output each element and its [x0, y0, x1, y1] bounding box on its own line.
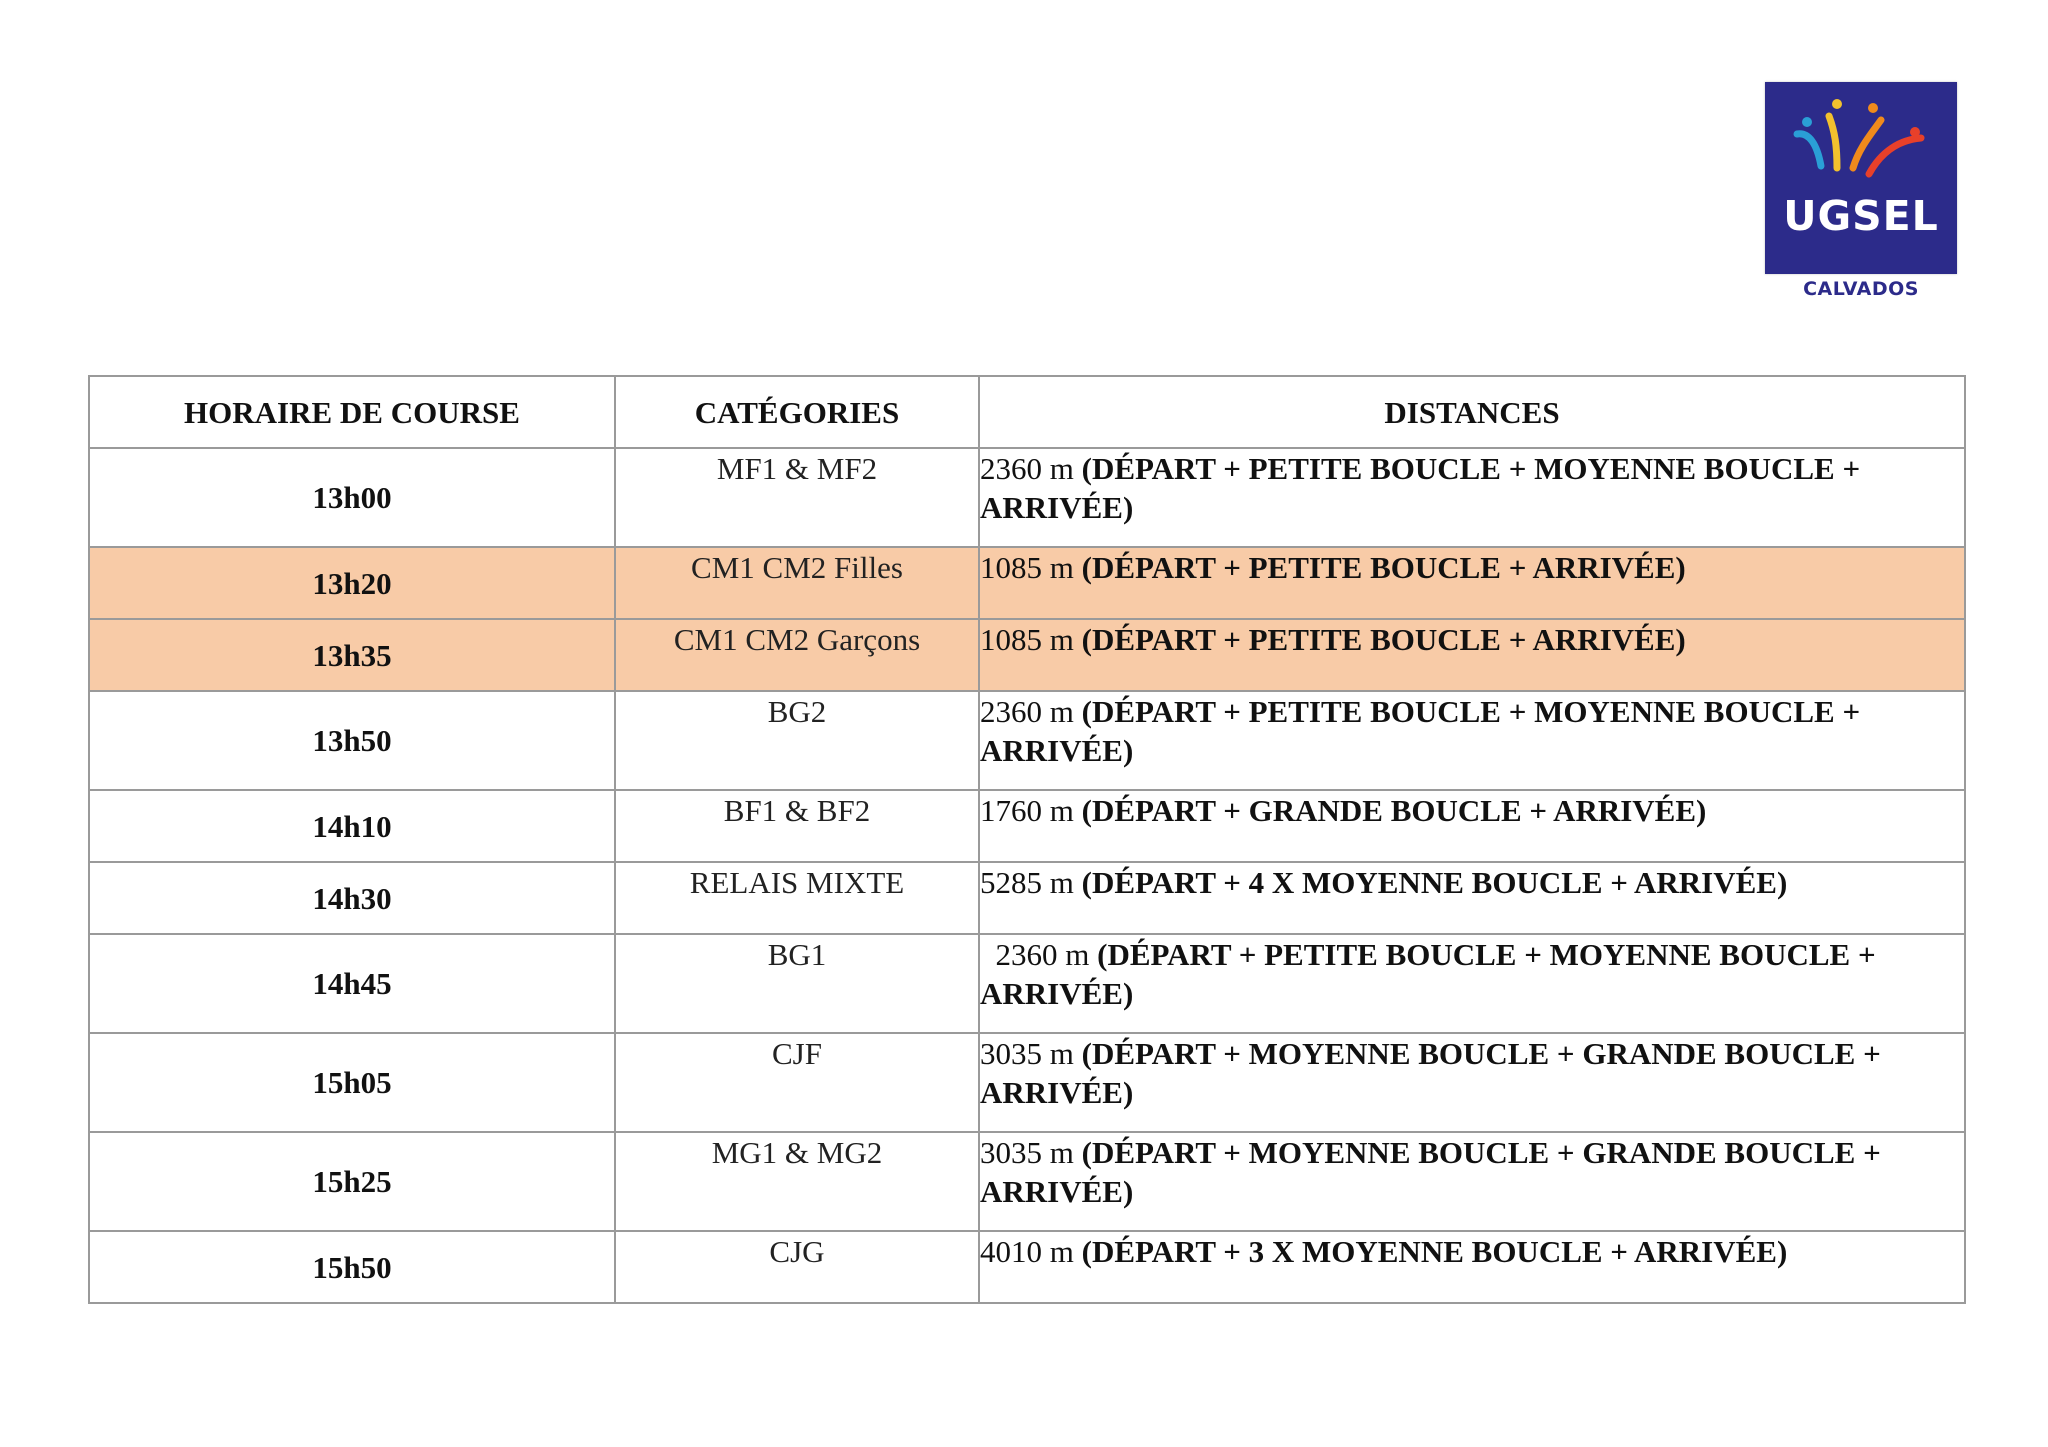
race-distance-cell [979, 862, 1965, 934]
table-row [89, 1132, 1965, 1231]
race-category: BF1 & BF2 [615, 790, 979, 862]
race-distance: 3035 m [980, 1135, 1074, 1170]
race-route: (DÉPART + 4 X MOYENNE BOUCLE + ARRIVÉE) [1081, 865, 1788, 900]
logo-figure-body [1797, 134, 1821, 166]
race-distance: 1085 m [980, 622, 1074, 657]
logo-figure-head [1802, 117, 1812, 127]
race-distance: 2360 m [980, 451, 1074, 486]
table-row [89, 547, 1965, 619]
race-distance-cell [979, 1231, 1965, 1303]
race-time: 14h30 [89, 862, 615, 934]
race-distance: 2360 m [980, 937, 1090, 972]
logo-figure-body [1829, 116, 1837, 168]
table-row [89, 691, 1965, 790]
race-time: 15h05 [89, 1033, 615, 1132]
race-time: 13h35 [89, 619, 615, 691]
logo-name: UGSEL [1783, 192, 1939, 240]
table-header-row [89, 376, 1965, 448]
race-schedule-table [88, 375, 1966, 1304]
race-distance-cell [979, 934, 1965, 1033]
logo-figure-body [1869, 138, 1921, 174]
race-category: CM1 CM2 Garçons [615, 619, 979, 691]
race-distance-cell [979, 547, 1965, 619]
race-distance-cell [979, 1033, 1965, 1132]
race-category: BG1 [615, 934, 979, 1033]
race-category: CJF [615, 1033, 979, 1132]
table-row [89, 448, 1965, 547]
race-category: CJG [615, 1231, 979, 1303]
race-time: 15h25 [89, 1132, 615, 1231]
logo-region: CALVADOS [1803, 278, 1919, 300]
header-time: HORAIRE DE COURSE [89, 376, 615, 448]
race-route: (DÉPART + PETITE BOUCLE + ARRIVÉE) [1081, 550, 1686, 585]
race-route: (DÉPART + PETITE BOUCLE + ARRIVÉE) [1081, 622, 1686, 657]
race-distance: 2360 m [980, 694, 1074, 729]
logo-figures-icon [1765, 82, 1957, 274]
race-distance-cell [979, 691, 1965, 790]
header-distance: DISTANCES [979, 376, 1965, 448]
table-body [89, 448, 1965, 1303]
race-distance: 1760 m [980, 793, 1074, 828]
race-route: (DÉPART + PETITE BOUCLE + MOYENNE BOUCLE + ARRIVÉE) [980, 451, 1861, 525]
logo-figure-head [1832, 99, 1842, 109]
header-category: CATÉGORIES [615, 376, 979, 448]
table-row [89, 934, 1965, 1033]
race-category: MG1 & MG2 [615, 1132, 979, 1231]
race-route: (DÉPART + GRANDE BOUCLE + ARRIVÉE) [1081, 793, 1707, 828]
race-time: 14h45 [89, 934, 615, 1033]
race-distance: 5285 m [980, 865, 1074, 900]
race-category: CM1 CM2 Filles [615, 547, 979, 619]
race-time: 13h50 [89, 691, 615, 790]
logo-badge [1765, 82, 1957, 274]
table-row [89, 790, 1965, 862]
ugsel-calvados-logo [1765, 82, 1957, 306]
race-route: (DÉPART + PETITE BOUCLE + MOYENNE BOUCLE + ARRIVÉE) [980, 937, 1876, 1011]
race-distance-cell [979, 790, 1965, 862]
table-row [89, 862, 1965, 934]
table-row [89, 1033, 1965, 1132]
table-row [89, 1231, 1965, 1303]
race-distance: 3035 m [980, 1036, 1074, 1071]
race-distance: 4010 m [980, 1234, 1074, 1269]
race-route: (DÉPART + 3 X MOYENNE BOUCLE + ARRIVÉE) [1081, 1234, 1788, 1269]
race-distance-cell [979, 619, 1965, 691]
logo-figure-head [1868, 103, 1878, 113]
race-category: RELAIS MIXTE [615, 862, 979, 934]
race-time: 13h20 [89, 547, 615, 619]
race-category: BG2 [615, 691, 979, 790]
table-row [89, 619, 1965, 691]
race-time: 13h00 [89, 448, 615, 547]
race-route: (DÉPART + PETITE BOUCLE + MOYENNE BOUCLE + ARRIVÉE) [980, 694, 1861, 768]
race-category: MF1 & MF2 [615, 448, 979, 547]
race-time: 15h50 [89, 1231, 615, 1303]
race-time: 14h10 [89, 790, 615, 862]
race-distance-cell [979, 1132, 1965, 1231]
race-route: (DÉPART + MOYENNE BOUCLE + GRANDE BOUCLE + ARRIVÉE) [980, 1135, 1881, 1209]
race-route: (DÉPART + MOYENNE BOUCLE + GRANDE BOUCLE + ARRIVÉE) [980, 1036, 1881, 1110]
race-distance-cell [979, 448, 1965, 547]
race-distance: 1085 m [980, 550, 1074, 585]
